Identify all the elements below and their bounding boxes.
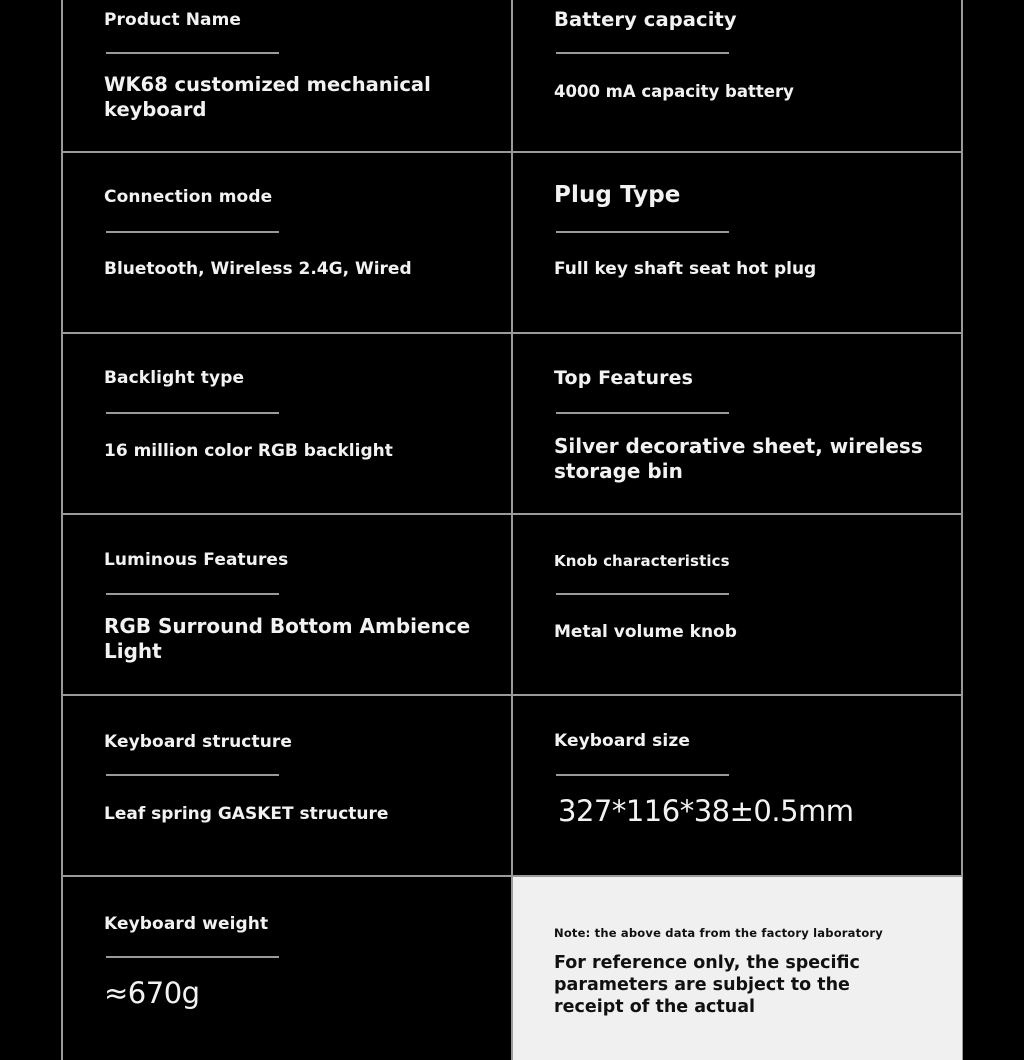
spec-cell-keyboard-structure [63, 696, 512, 875]
spec-value: RGB Surround Bottom Ambience Light [104, 614, 471, 663]
spec-value: 16 million color RGB backlight [104, 441, 393, 461]
spec-value: Full key shaft seat hot plug [554, 259, 817, 279]
spec-cell-keyboard-size [513, 696, 962, 875]
spec-cell-knob-characteristics [513, 515, 962, 694]
spec-underline [556, 231, 729, 233]
spec-underline [106, 412, 279, 414]
spec-label: Keyboard structure [104, 732, 293, 752]
spec-underline [106, 52, 279, 54]
spec-label: Product Name [104, 10, 242, 30]
note-disclaimer-main: For reference only, the specific parameters are subject to the receipt of the actual [554, 953, 860, 1017]
spec-label: Top Features [554, 367, 693, 389]
spec-value: WK68 customized mechanical keyboard [104, 73, 431, 121]
spec-value: 327*116*38±0.5mm [558, 794, 854, 828]
spec-value: Bluetooth, Wireless 2.4G, Wired [104, 259, 412, 279]
spec-underline [106, 593, 279, 595]
spec-cell-keyboard-weight [63, 877, 512, 1060]
spec-table [61, 0, 963, 1060]
spec-underline [556, 593, 729, 595]
spec-underline [106, 774, 279, 776]
note-disclaimer-small: Note: the above data from the factory laboratory [554, 926, 883, 940]
spec-underline [106, 231, 279, 233]
spec-value: Metal volume knob [554, 622, 737, 642]
spec-cell-battery-capacity [513, 0, 962, 151]
spec-cell-backlight-type [63, 334, 512, 513]
spec-label: Connection mode [104, 187, 273, 207]
spec-label: Backlight type [104, 368, 245, 388]
spec-label: Knob characteristics [554, 552, 730, 570]
spec-value: 4000 mA capacity battery [554, 82, 794, 101]
spec-value: Leaf spring GASKET structure [104, 804, 389, 824]
spec-cell-luminous-features [63, 515, 512, 694]
spec-label: Luminous Features [104, 550, 289, 570]
spec-underline [556, 52, 729, 54]
spec-value: Silver decorative sheet, wireless storage bin [554, 434, 923, 483]
spec-label: Keyboard weight [104, 914, 269, 934]
spec-underline [556, 412, 729, 414]
spec-cell-top-features [513, 334, 962, 513]
spec-label: Keyboard size [554, 731, 690, 751]
spec-label: Battery capacity [554, 8, 737, 31]
spec-cell-product-name [63, 0, 512, 151]
spec-cell-plug-type [513, 153, 962, 332]
spec-underline [106, 956, 279, 958]
spec-label: Plug Type [554, 182, 681, 208]
spec-value: ≈670g [104, 976, 200, 1010]
spec-underline [556, 774, 729, 776]
note-box [513, 877, 962, 1060]
spec-cell-connection-mode [63, 153, 512, 332]
